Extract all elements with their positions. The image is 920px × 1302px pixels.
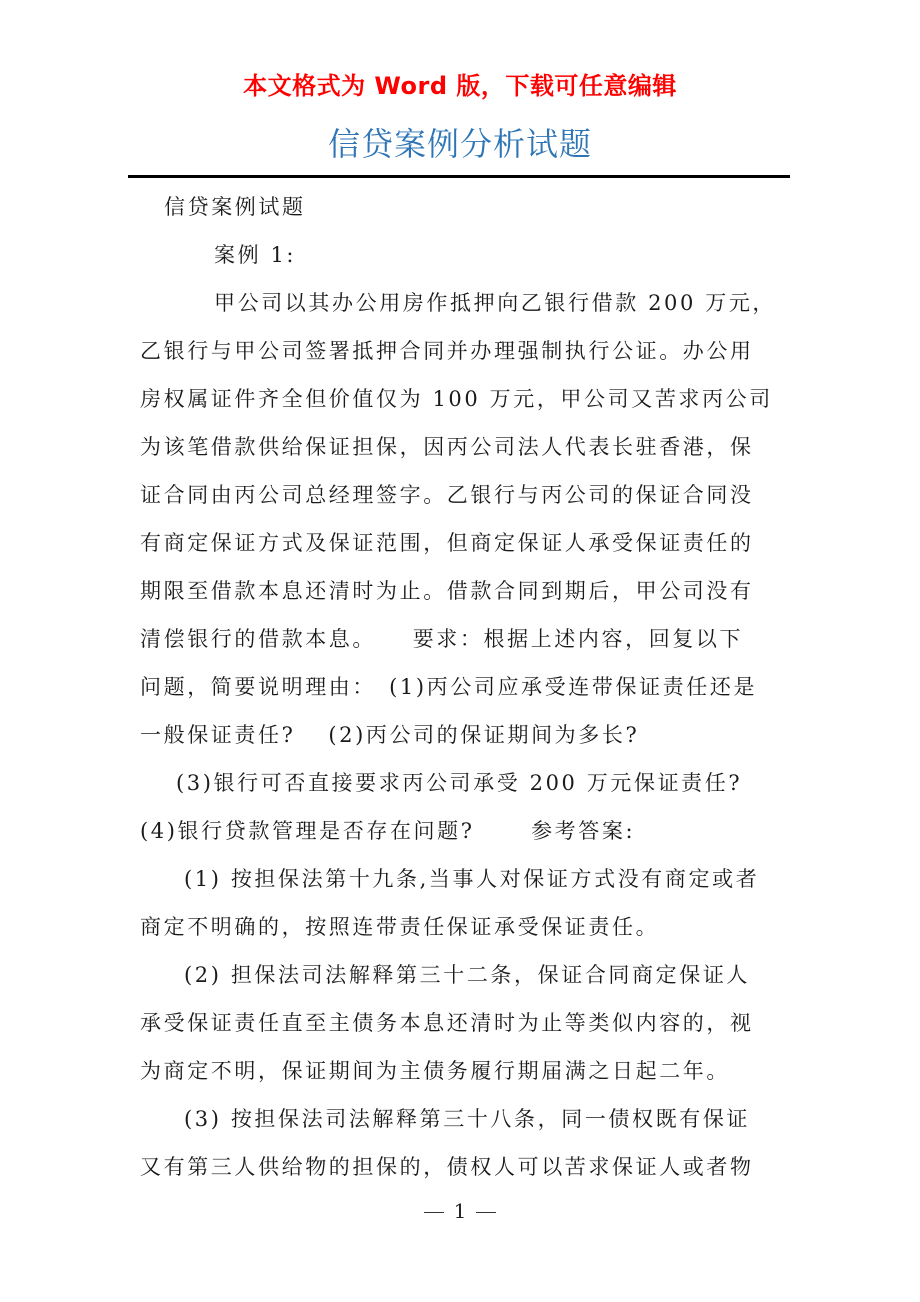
question-line: 一般保证责任? (2)丙公司的保证期间为多长? <box>140 723 640 747</box>
question-line: (3)银行可否直接要求丙公司承受 200 万元保证责任? <box>176 771 743 795</box>
page-number: 1 <box>453 1199 467 1223</box>
answer-line: 商定不明确的，按照连带责任保证承受保证责任。 <box>140 915 660 939</box>
paragraph-line: 有商定保证方式及保证范围，但商定保证人承受保证责任的 <box>140 531 754 555</box>
answer-line: (3) 按担保法司法解释第三十八条，同一债权既有保证 <box>184 1107 751 1131</box>
answer-line: 承受保证责任直至主债务本息还清时为止等类似内容的，视 <box>140 1011 754 1035</box>
answer-line: 为商定不明，保证期间为主债务履行期届满之日起二年。 <box>140 1059 730 1083</box>
paragraph-line: 清偿银行的借款本息。 要求：根据上述内容，回复以下 <box>140 627 744 651</box>
footer-dash-right <box>476 1212 496 1214</box>
question-line: (4)银行贷款管理是否存在问题? 参考答案: <box>140 819 636 843</box>
paragraph-line: 证合同由丙公司总经理签字。乙银行与丙公司的保证合同没 <box>140 483 754 507</box>
document-body <box>140 183 782 1191</box>
case-label: 案例 1: <box>214 243 297 267</box>
paragraph-line: 乙银行与甲公司签署抵押合同并办理强制执行公证。办公用 <box>140 339 754 363</box>
section-heading: 信贷案例试题 <box>164 195 306 219</box>
footer-dash-left <box>424 1212 444 1214</box>
paragraph-line: 为该笔借款供给保证担保，因丙公司法人代表长驻香港，保 <box>140 435 754 459</box>
paragraph-line: 房权属证件齐全但价值仅为 100 万元，甲公司又苦求丙公司 <box>140 387 773 411</box>
format-notice-banner: 本文格式为 Word 版，下载可任意编辑 <box>243 72 677 100</box>
answer-line: (2) 担保法司法解释第三十二条，保证合同商定保证人 <box>184 963 751 987</box>
paragraph-line: 甲公司以其办公用房作抵押向乙银行借款 200 万元， <box>214 291 777 315</box>
answer-line: 又有第三人供给物的担保的，债权人可以苦求保证人或者物 <box>140 1155 754 1179</box>
question-line: 问题，简要说明理由： (1)丙公司应承受连带保证责任还是 <box>140 675 758 699</box>
paragraph-line: 期限至借款本息还清时为止。借款合同到期后，甲公司没有 <box>140 579 754 603</box>
header-divider <box>128 175 790 178</box>
answer-line: (1) 按担保法第十九条,当事人对保证方式没有商定或者 <box>184 867 760 891</box>
document-title: 信贷案例分析试题 <box>327 125 592 163</box>
page-footer <box>0 1196 920 1226</box>
